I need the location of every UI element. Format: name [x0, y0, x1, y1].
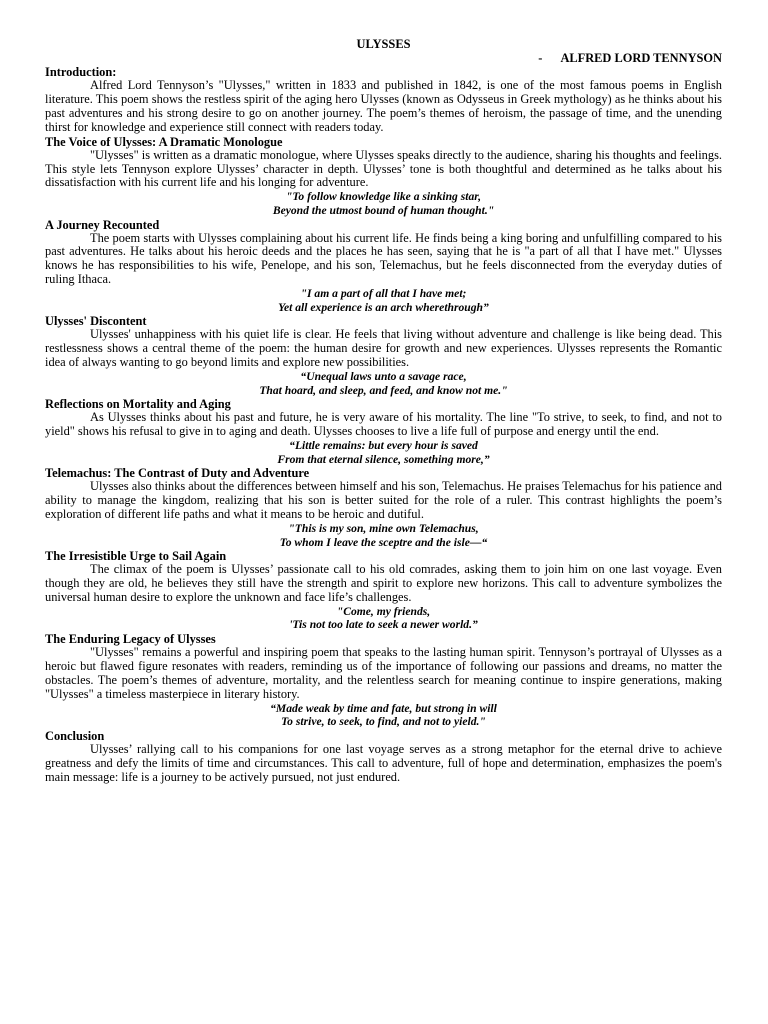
document-body: [45, 65, 722, 785]
section-heading: Ulysses' Discontent: [45, 314, 147, 329]
section-paragraph: Ulysses' unhappiness with his quiet life is clear. He feels that living without adventure and challenge is like being dead. This restlessness shows a central theme of the poem: the human desire for growth and new experiences. Ulysses represents the Romantic idea of always wanting to go beyond limits and explore new possibilities.: [45, 327, 722, 370]
quote-line: "This is my son, mine own Telemachus,: [288, 521, 479, 535]
section-paragraph: Ulysses also thinks about the differences between himself and his son, Telemachus. He praises Telemachus for his patience and ability to manage the kingdom, realizing that his son is better suited for the role of a ruler. This contrast highlights the poem’s exploration of different life paths and what it means to be heroic and dutiful.: [45, 479, 722, 522]
section-heading: Telemachus: The Contrast of Duty and Adventure: [45, 466, 310, 481]
section: [45, 397, 722, 466]
quote-line: From that eternal silence, something more,”: [277, 452, 490, 466]
section-heading: The Voice of Ulysses: A Dramatic Monologue: [45, 134, 283, 149]
quote-line: "I am a part of all that I have met;: [300, 287, 467, 301]
quote-line: To whom I leave the sceptre and the isle—“: [279, 535, 488, 549]
section-paragraph: The poem starts with Ulysses complaining about his current life. He finds being a king boring and unfulfilling compared to his past adventures. He talks about his heroic deeds and the places he has seen, saying that he is "a part of all that I have met." Ulysses knows he has responsibilities to his wife, Penelope, and his son, Telemachus, but he feels disconnected from the everyday duties of ruling Ithaca.: [45, 230, 722, 287]
section-heading: Conclusion: [45, 728, 105, 743]
quote-line: That hoard, and sleep, and feed, and know not me.": [259, 383, 508, 397]
section-paragraph: As Ulysses thinks about his past and future, he is very aware of his mortality. The line "To strive, to seek, to find, and not to yield" shows his refusal to give in to aging and death. Ulysses chooses to live a life full of purpose and energy until the end.: [45, 410, 722, 439]
section: [45, 135, 722, 218]
section-heading: The Enduring Legacy of Ulysses: [45, 632, 216, 647]
poem-quote: [45, 522, 722, 549]
section-paragraph: "Ulysses" remains a powerful and inspiring poem that speaks to the lasting human spirit. Tennyson’s portrayal of Ulysses as a heroic but flawed figure resonates with readers, reminding us of the importance of following our passions and dreams, no matter the obstacles. The poem’s themes of adventure, mortality, and the relentless search for meaning continue to inspire generations, making "Ulysses" a timeless masterpiece in literary history.: [45, 645, 722, 701]
quote-line: "To follow knowledge like a sinking star,: [285, 190, 482, 204]
section-heading: Introduction:: [45, 65, 117, 79]
section: [45, 466, 722, 549]
section: [45, 314, 722, 397]
section-paragraph: Ulysses’ rallying call to his companions for one last voyage serves as a strong metaphor for the eternal drive to achieve greatness and defy the limits of time and circumstances. This call to adventure, full of hope and determination, emphasizes the poem's main message: life is a journey to be actively pursued, not just endured.: [45, 741, 722, 784]
author-line: [45, 51, 722, 65]
quote-line: "Come, my friends,: [336, 604, 431, 618]
poem-quote: [45, 702, 722, 729]
poem-quote: [45, 287, 722, 314]
section: [45, 549, 722, 632]
section: [45, 65, 722, 135]
author-name: ALFRED LORD TENNYSON: [560, 51, 722, 65]
section-heading: Reflections on Mortality and Aging: [45, 397, 231, 412]
poem-quote: [45, 605, 722, 632]
section-paragraph: The climax of the poem is Ulysses’ passionate call to his old comrades, asking them to join him on one last voyage. Even though they are old, he believes they still have the strength and spirit to explore new horizons. This call to adventure symbolizes the universal human desire to explore the unknown and face life’s challenges.: [45, 562, 722, 604]
quote-line: 'Tis not too late to seek a newer world.”: [289, 618, 478, 632]
poem-quote: [45, 370, 722, 397]
quote-line: Beyond the utmost bound of human thought.": [272, 203, 495, 217]
document-title: ULYSSES: [356, 37, 411, 51]
section-paragraph: Alfred Lord Tennyson’s "Ulysses," written in 1833 and published in 1842, is one of the most famous poems in English literature. This poem shows the restless spirit of the aging hero Ulysses (known as Odysseus in Greek mythology) as he thinks about his past adventures and his strong desire to go on another journey. The poem’s themes of heroism, the passage of time, and the unending thirst for knowledge and experience still connect with readers today.: [45, 78, 722, 134]
section: [45, 632, 722, 729]
document-page: [45, 37, 722, 785]
author-dash: -: [538, 51, 543, 65]
quote-line: “Unequal laws unto a savage race,: [300, 370, 467, 384]
quote-line: “Little remains: but every hour is saved: [289, 439, 478, 453]
quote-line: To strive, to seek, to find, and not to yield.": [281, 715, 486, 729]
section-heading: A Journey Recounted: [45, 217, 160, 232]
section: [45, 218, 722, 315]
section-paragraph: "Ulysses" is written as a dramatic monologue, where Ulysses speaks directly to the audience, sharing his thoughts and feelings. This style lets Tennyson explore Ulysses’ character in depth. Ulysses’ tone is both thoughtful and determined as he talks about his dissatisfaction with his current life and his longing for adventure.: [45, 147, 722, 190]
poem-quote: [45, 190, 722, 217]
poem-quote: [45, 439, 722, 466]
section-heading: The Irresistible Urge to Sail Again: [45, 549, 227, 564]
quote-line: Yet all experience is an arch wherethrough”: [278, 300, 489, 314]
section: [45, 729, 722, 785]
quote-line: “Made weak by time and fate, but strong in will: [270, 701, 497, 715]
